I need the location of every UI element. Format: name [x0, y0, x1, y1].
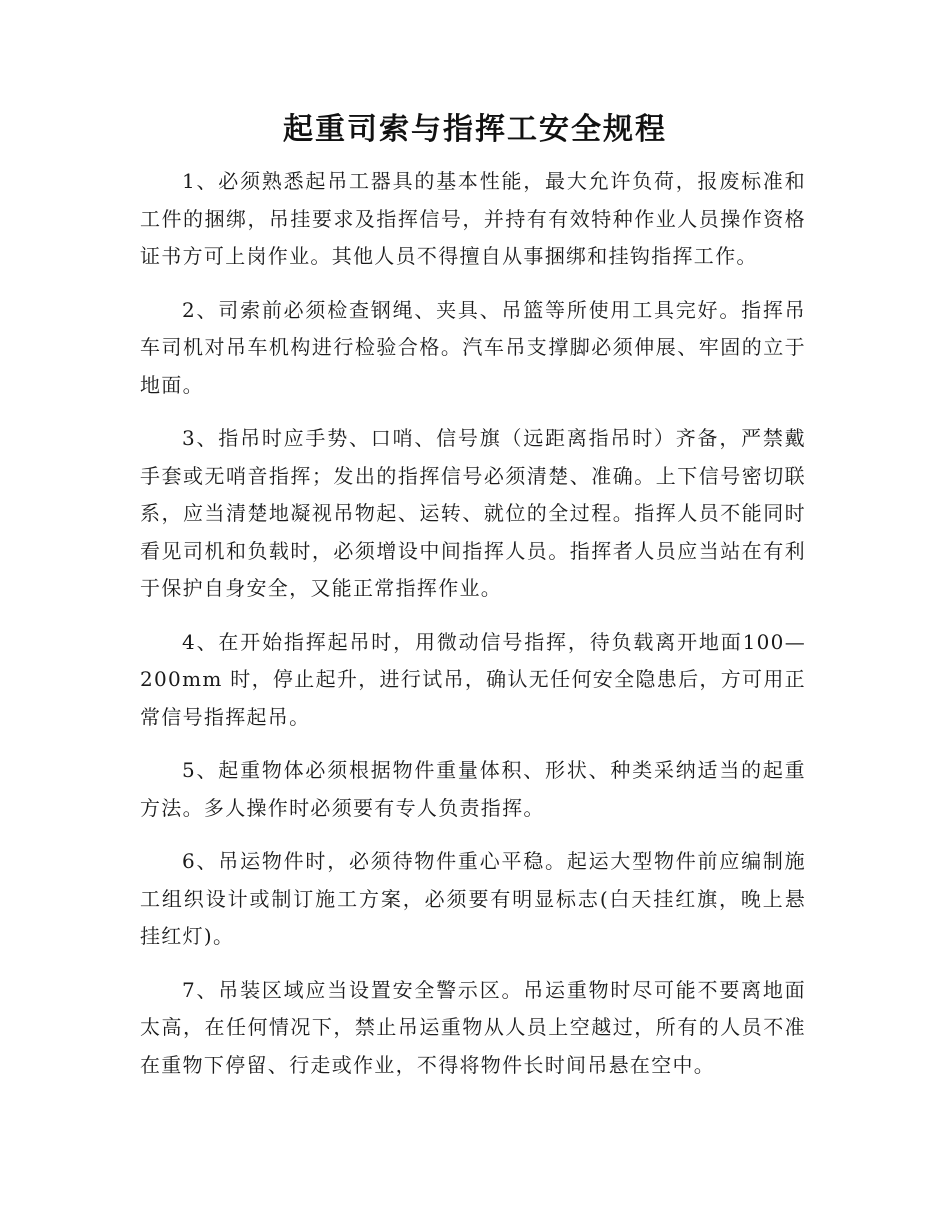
document-title: 起重司索与指挥工安全规程: [283, 112, 667, 147]
paragraph-1: 1、必须熟悉起吊工器具的基本性能，最大允许负荷，报废标准和工件的捆绑，吊挂要求及指挥信号，并持有有效特种作业人员操作资格证书方可上岗作业。其他人员不得擅自从事捆绑和挂钩指挥工作。: [140, 169, 806, 268]
paragraph-3: 3、指吊时应手势、口哨、信号旗（远距离指吊时）齐备，严禁戴手套或无哨音指挥；发出的指挥信号必须清楚、准确。上下信号密切联系，应当清楚地凝视吊物起、运转、就位的全过程。指挥人员不能同时看见司机和负载时，必须增设中间指挥人员。指挥者人员应当站在有利于保护自身安全，又能正常指挥作业。: [140, 426, 806, 600]
paragraph-7: 7、吊装区域应当设置安全警示区。吊运重物时尽可能不要离地面太高，在任何情况下，禁止吊运重物从人员上空越过，所有的人员不准在重物下停留、行走或作业，不得将物件长时间吊悬在空中。: [140, 977, 806, 1077]
document-body: [140, 163, 806, 1100]
paragraph-5: 5、起重物体必须根据物件重量体积、形状、种类采纳适当的起重方法。多人操作时必须要有专人负责指挥。: [140, 758, 806, 820]
paragraph-6: 6、吊运物件时，必须待物件重心平稳。起运大型物件前应编制施工组织设计或制订施工方案，必须要有明显标志(白天挂红旗，晚上悬挂红灯)。: [140, 849, 806, 948]
paragraph-4: 4、在开始指挥起吊时，用微动信号指挥，待负载离开地面100—200mm 时，停止起升，进行试吊，确认无任何安全隐患后，方可用正常信号指挥起吊。: [140, 629, 806, 729]
paragraph-2: 2、司索前必须检查钢绳、夹具、吊篮等所使用工具完好。指挥吊车司机对吊车机构进行检验合格。汽车吊支撑脚必须伸展、牢固的立于地面。: [140, 297, 806, 397]
